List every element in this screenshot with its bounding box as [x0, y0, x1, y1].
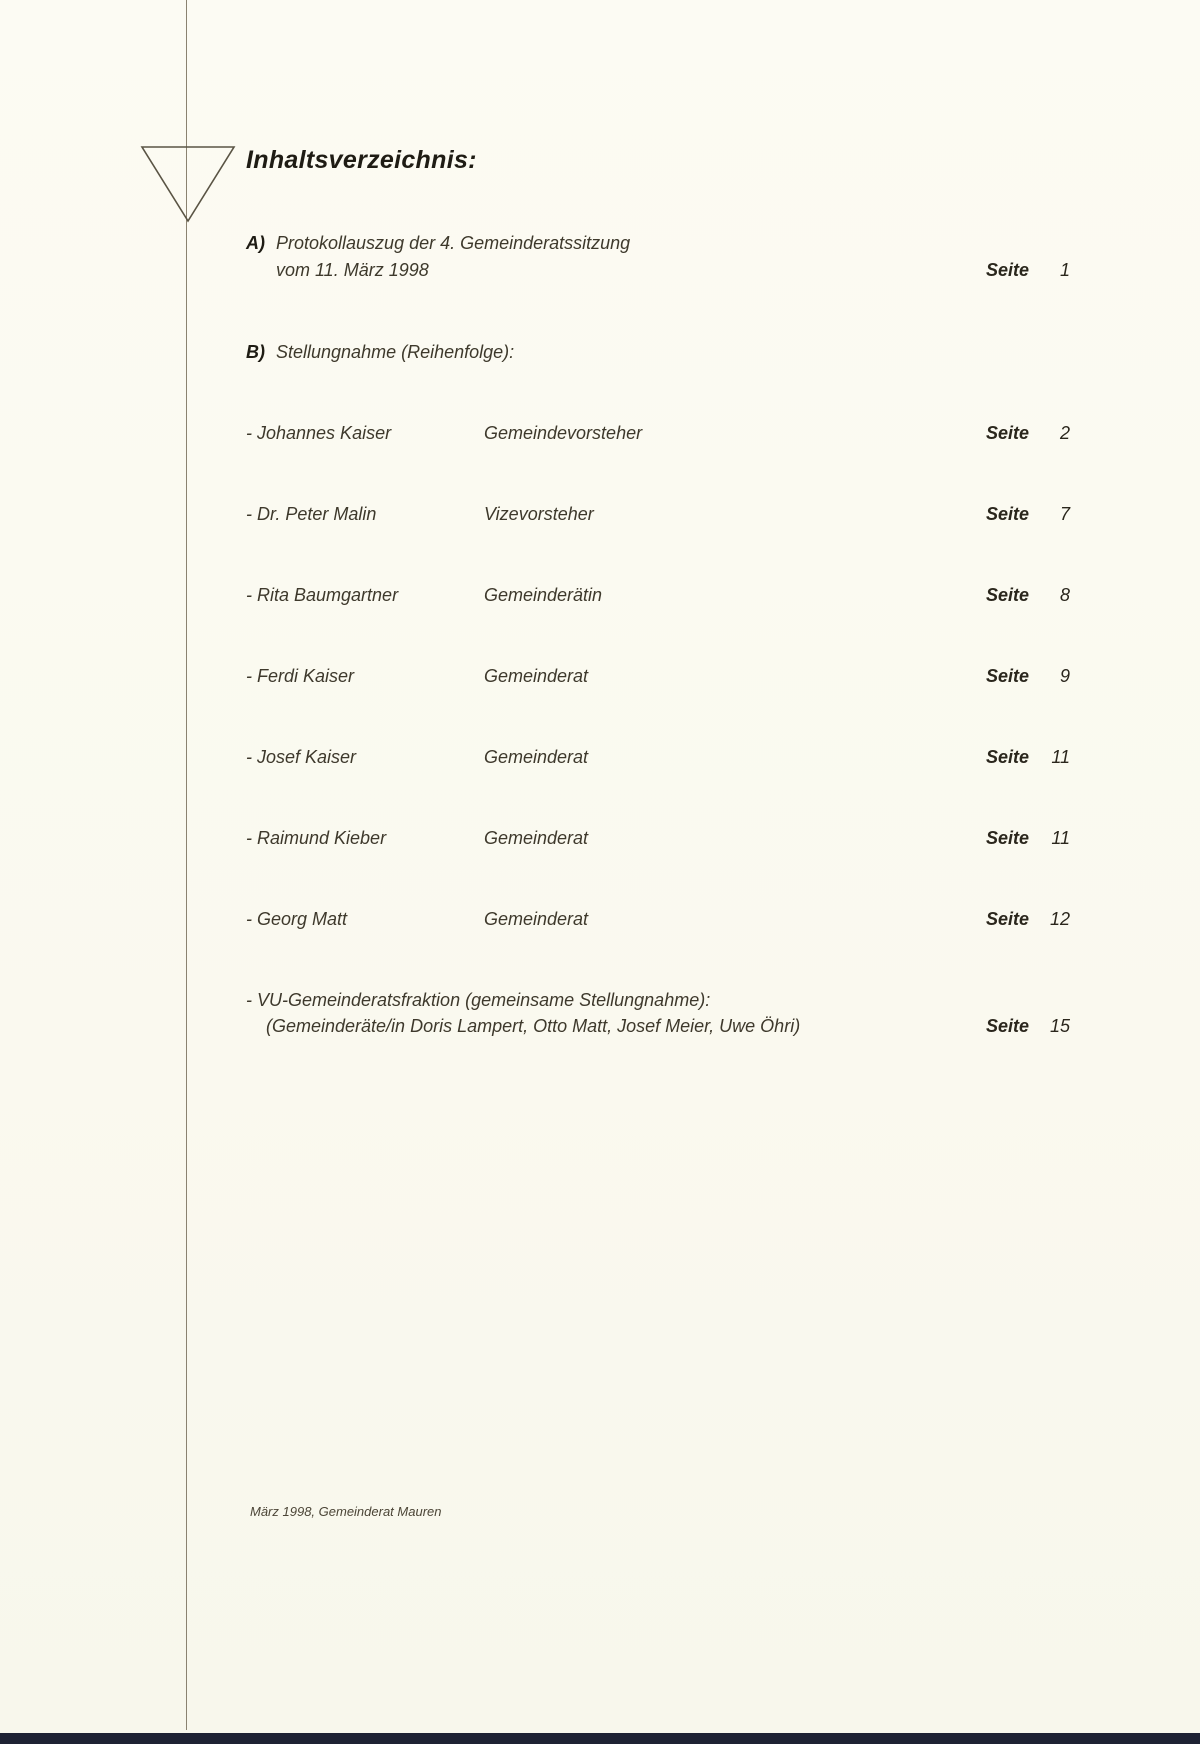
- triangle-icon: [140, 145, 236, 225]
- entry-role: Gemeinderat: [484, 666, 589, 686]
- entry-seite-label: Seite: [986, 423, 1030, 443]
- entry-page-number: 2: [1059, 423, 1070, 443]
- entry-role: Gemeinderat: [484, 909, 589, 929]
- entry-role: Gemeindevorsteher: [484, 423, 643, 443]
- entry-role: Vizevorsteher: [484, 504, 594, 524]
- entry-seite-label: Seite: [986, 828, 1030, 848]
- entry-role: Gemeinderat: [484, 747, 589, 767]
- entry-seite-label: Seite: [986, 747, 1030, 767]
- section-b-title: Stellungnahme (Reihenfolge):: [276, 342, 515, 362]
- section-a-line2: vom 11. März 1998: [276, 260, 429, 280]
- section-a-page-number: 1: [1059, 260, 1070, 280]
- vu-entry-line1: - VU-Gemeinderatsfraktion (gemeinsame Stellungnahme):: [246, 990, 711, 1010]
- section-a-letter: A): [246, 233, 265, 253]
- entry-seite-label: Seite: [986, 504, 1030, 524]
- entry-role: Gemeinderat: [484, 828, 589, 848]
- entry-name: - Georg Matt: [246, 909, 348, 929]
- entry-page-number: 11: [1051, 828, 1070, 848]
- entry-page-number: 12: [1049, 909, 1070, 929]
- entry-seite-label: Seite: [986, 585, 1030, 605]
- entry-name: - Ferdi Kaiser: [246, 666, 355, 686]
- entry-name: - Josef Kaiser: [246, 747, 357, 767]
- margin-line: [186, 0, 187, 1730]
- entry-name: - Johannes Kaiser: [246, 423, 392, 443]
- entry-name: - Dr. Peter Malin: [246, 504, 377, 524]
- vu-entry-seite-label: Seite: [986, 1016, 1030, 1036]
- page-footer: März 1998, Gemeinderat Mauren: [250, 1504, 442, 1519]
- entry-name: - Raimund Kieber: [246, 828, 387, 848]
- entry-role: Gemeinderätin: [484, 585, 603, 605]
- section-b-letter: B): [246, 342, 265, 362]
- entry-seite-label: Seite: [986, 909, 1030, 929]
- vu-entry-page-number: 15: [1049, 1016, 1070, 1036]
- entry-page-number: 7: [1059, 504, 1070, 524]
- page-title: Inhaltsverzeichnis:: [246, 146, 477, 174]
- entry-page-number: 8: [1059, 585, 1070, 605]
- section-a-line1: Protokollauszug der 4. Gemeinderatssitzung: [276, 233, 631, 253]
- entry-name: - Rita Baumgartner: [246, 585, 399, 605]
- scan-bottom-edge: [0, 1733, 1200, 1744]
- section-a-seite-label: Seite: [986, 260, 1030, 280]
- vu-entry-line2: (Gemeinderäte/in Doris Lampert, Otto Matt, Josef Meier, Uwe Öhri): [266, 1016, 801, 1036]
- entry-page-number: 11: [1051, 747, 1070, 767]
- entry-seite-label: Seite: [986, 666, 1030, 686]
- entry-page-number: 9: [1059, 666, 1070, 686]
